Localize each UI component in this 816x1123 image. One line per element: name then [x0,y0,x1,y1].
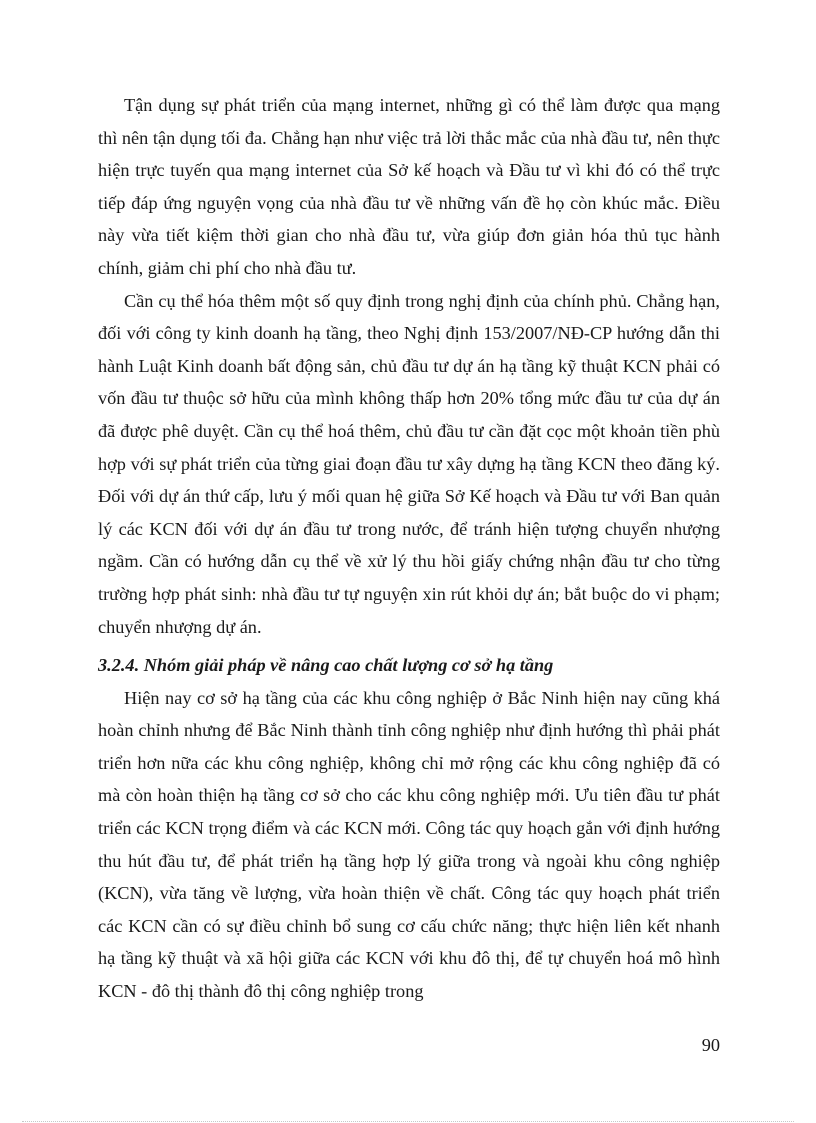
section-heading: 3.2.4. Nhóm giải pháp về nâng cao chất lượng cơ sở hạ tầng [98,655,554,676]
section-paragraph: Hiện nay cơ sở hạ tầng của các khu công nghiệp ở Bắc Ninh hiện nay cũng khá hoàn chỉnh nhưng để Bắc Ninh thành tỉnh công nghiệp như định hướng thì phải phát triển hơn nữa các khu công nghiệp, không chỉ mở rộng các khu công nghiệp đã có mà còn hoàn thiện hạ tầng cơ sở cho các khu công nghiệp mới. Ưu tiên đầu tư phát triển các KCN trọng điểm và các KCN mới. Công tác quy hoạch gắn với định hướng thu hút đầu tư, để phát triển hạ tầng hợp lý giữa trong và ngoài khu công nghiệp (KCN), vừa tăng về lượng, vừa hoàn thiện về chất. Công tác quy hoạch phát triển các KCN cần có sự điều chỉnh bổ sung cơ cấu chức năng; thực hiện liên kết nhanh hạ tầng kỹ thuật và xã hội giữa các KCN với khu đô thị, để tự chuyển hoá mô hình KCN - đô thị thành đô thị công nghiệp trong [98,687,720,1002]
bottom-divider [22,1121,794,1122]
body-paragraph-2: Cần cụ thể hóa thêm một số quy định trong nghị định của chính phủ. Chẳng hạn, đối với công ty kinh doanh hạ tầng, theo Nghị định 153/2007/NĐ-CP hướng dẫn thi hành Luật Kinh doanh bất động sản, chủ đầu tư dự án hạ tầng kỹ thuật KCN phải có vốn đầu tư thuộc sở hữu của mình không thấp hơn 20% tổng mức đầu tư của dự án đã được phê duyệt. Cần cụ thể hoá thêm, chủ đầu tư cần đặt cọc một khoản tiền phù hợp với sự phát triển của từng giai đoạn đầu tư xây dựng hạ tầng KCN theo đăng ký. Đối với dự án thứ cấp, lưu ý mối quan hệ giữa Sở Kế hoạch và Đầu tư với Ban quản lý các KCN đối với dự án đầu tư trong nước, để tránh hiện tượng chuyển nhượng ngầm. Cần có hướng dẫn cụ thể về xử lý thu hồi giấy chứng nhận đầu tư cho từng trường hợp phát sinh: nhà đầu tư tự nguyện xin rút khỏi dự án; bắt buộc do vi phạm; chuyển nhượng dự án. [98,290,720,637]
body-paragraph-1: Tận dụng sự phát triển của mạng internet, những gì có thể làm được qua mạng thì nên tận dụng tối đa. Chẳng hạn như việc trả lời thắc mắc của nhà đầu tư, nên thực hiện trực tuyến qua mạng internet của Sở kế hoạch và Đầu tư vì khi đó có thể trực tiếp đáp ứng nguyện vọng của nhà đầu tư về những vấn đề họ còn khúc mắc. Điều này vừa tiết kiệm thời gian cho nhà đầu tư, vừa giúp đơn giản hóa thủ tục hành chính, giảm chi phí cho nhà đầu tư. [98,95,720,278]
document-body [98,89,720,1008]
page-number: 90 [701,1035,720,1055]
